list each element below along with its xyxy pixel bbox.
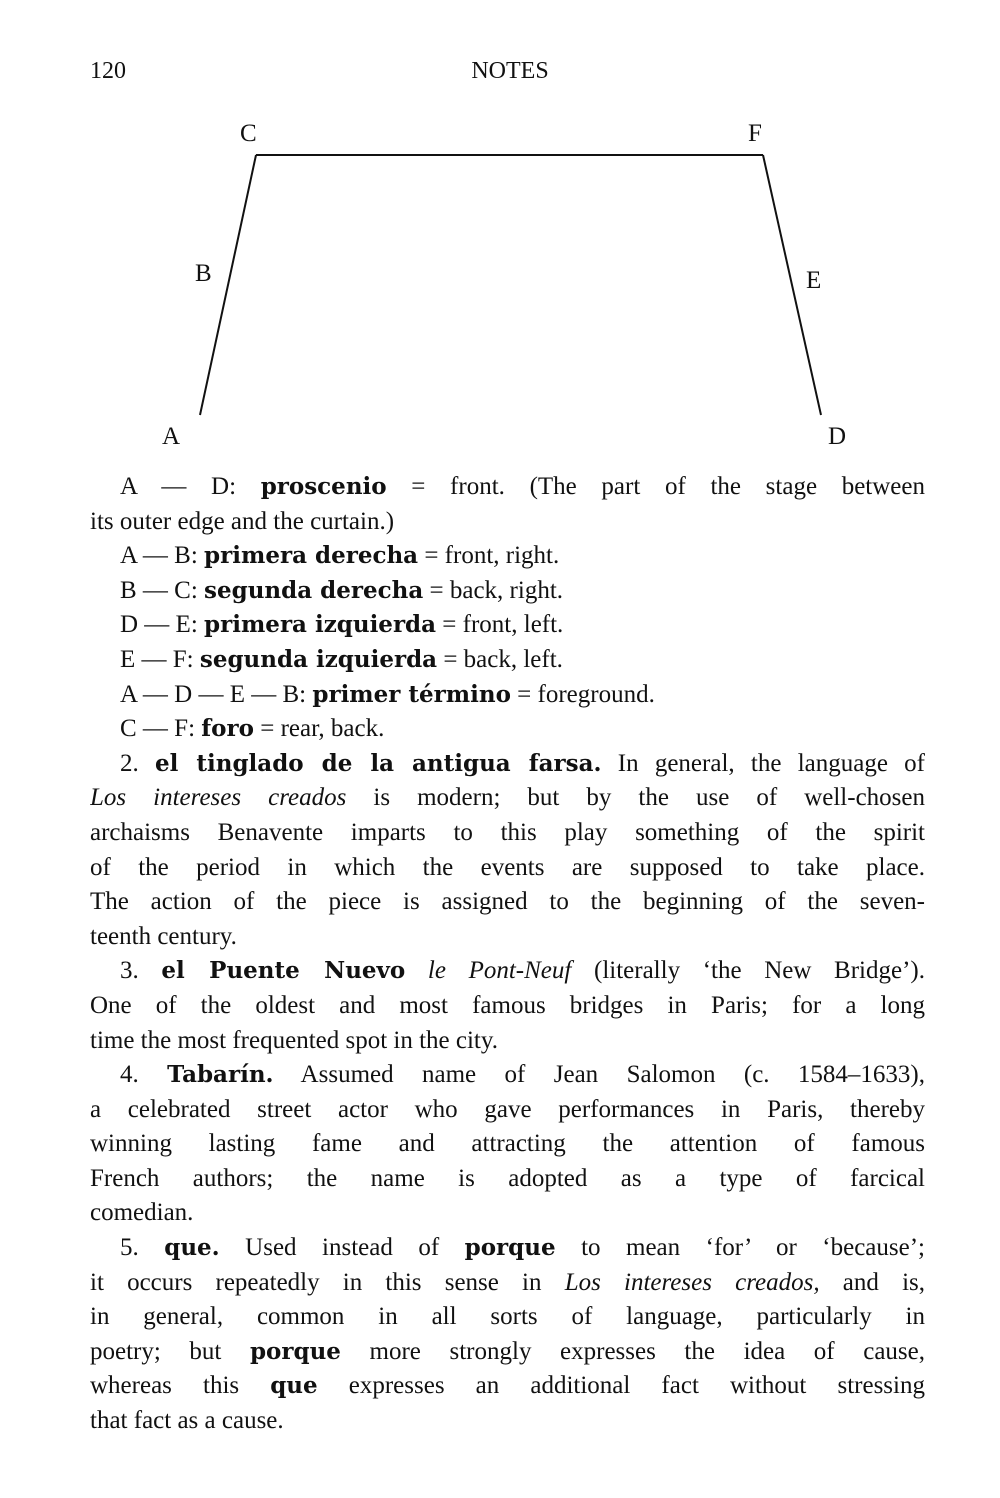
bold-term: primer término xyxy=(312,680,511,708)
bold-term: primera izquierda xyxy=(204,611,437,639)
text-line xyxy=(90,747,925,782)
text-line xyxy=(90,954,925,989)
bold-term: segunda izquierda xyxy=(199,645,438,673)
text-segment: Used instead of xyxy=(219,1234,465,1262)
text-segment: to mean ‘for’ or ‘because’; xyxy=(555,1234,925,1262)
bold-term: primera derecha xyxy=(204,542,419,570)
text-line xyxy=(90,678,925,713)
text-segment: poetry; but xyxy=(90,1337,250,1365)
text-line xyxy=(90,505,925,540)
text-line xyxy=(90,1058,925,1093)
text-segment: time the most frequented spot in the city. xyxy=(90,1026,499,1054)
bold-term: foro xyxy=(201,715,254,743)
text-line xyxy=(90,1196,925,1231)
bold-term: segunda derecha xyxy=(204,576,424,604)
text-segment: = front, right. xyxy=(418,542,560,570)
text-segment: A — D: xyxy=(120,473,261,500)
text-line xyxy=(90,1266,925,1301)
text-line xyxy=(90,643,925,678)
text-segment: more strongly expresses the idea of cause, xyxy=(340,1337,925,1365)
running-head: NOTES xyxy=(471,58,549,84)
bold-term: Tabarín. xyxy=(167,1061,274,1089)
text-line xyxy=(90,1335,925,1370)
label-a: A xyxy=(162,423,181,450)
text-segment: its outer edge and the curtain.) xyxy=(90,507,395,535)
bold-term: el Puente Nuevo xyxy=(161,957,406,985)
text-segment: is modern; but by the use of well-chosen xyxy=(346,784,925,812)
text-line xyxy=(90,539,925,574)
text-line xyxy=(90,851,925,886)
text-segment: A — B: xyxy=(120,542,205,570)
bold-term: el tinglado de la antigua farsa. xyxy=(155,749,602,777)
bold-term: porque xyxy=(249,1337,341,1365)
text-line xyxy=(90,885,925,920)
text-segment: of the period in which the events are supposed to take place. xyxy=(90,853,925,881)
text-segment: and is, xyxy=(819,1268,925,1296)
label-b: B xyxy=(195,260,212,287)
bold-term: que xyxy=(270,1372,318,1400)
text-line xyxy=(90,1024,925,1059)
text-segment: archaisms Benavente imparts to this play something of the spirit xyxy=(90,818,925,846)
bold-term: proscenio xyxy=(260,473,387,500)
label-d: D xyxy=(828,423,847,450)
text-segment: 4. xyxy=(120,1061,168,1089)
text-line xyxy=(90,712,925,747)
text-segment: = back, right. xyxy=(423,576,564,604)
text-line xyxy=(90,1369,925,1404)
text-line xyxy=(90,608,925,643)
text-line xyxy=(90,1231,925,1266)
text-line xyxy=(90,1162,925,1197)
text-segment: Assumed name of Jean Salomon (c. 1584–1633), xyxy=(273,1061,925,1089)
text-segment: = front, left. xyxy=(436,611,564,639)
text-segment: A — D — E — B: xyxy=(120,680,313,708)
text-line xyxy=(90,574,925,609)
italic-title: Los intereses creados, xyxy=(564,1268,820,1296)
label-c: C xyxy=(240,120,257,147)
text-segment: 2. xyxy=(120,749,156,777)
text-segment: a celebrated street actor who gave performances in Paris, thereby xyxy=(90,1095,925,1123)
stage-diagram xyxy=(0,0,1000,460)
page-number: 120 xyxy=(90,58,126,84)
text-segment: teenth century. xyxy=(90,922,237,950)
text-segment: in general, common in all sorts of language, particularly in xyxy=(90,1303,925,1331)
text-line xyxy=(90,1404,925,1439)
text-line xyxy=(90,1300,925,1335)
text-segment: 5. xyxy=(120,1234,165,1262)
text-line xyxy=(90,470,925,505)
italic-title: Los intereses creados xyxy=(90,784,347,812)
text-segment: (literally ‘the New Bridge’). xyxy=(571,957,925,985)
bold-term: porque xyxy=(464,1234,556,1262)
label-f: F xyxy=(748,120,762,147)
text-segment: B — C: xyxy=(120,576,205,604)
bold-term: que. xyxy=(164,1234,220,1262)
text-line xyxy=(90,781,925,816)
text-segment: In general, the language of xyxy=(601,749,925,777)
text-line xyxy=(90,989,925,1024)
notes-text xyxy=(90,470,925,1439)
text-segment: expresses an additional fact without stressing xyxy=(317,1372,925,1400)
text-segment: D — E: xyxy=(120,611,205,639)
text-line xyxy=(90,816,925,851)
text-segment: whereas this xyxy=(90,1372,271,1400)
text-segment: = front. (The part of the stage between xyxy=(386,473,925,500)
text-line xyxy=(90,1127,925,1162)
text-segment: it occurs repeatedly in this sense in xyxy=(90,1268,565,1296)
text-segment: = rear, back. xyxy=(253,715,385,743)
text-segment: 3. xyxy=(120,957,162,985)
text-segment: = foreground. xyxy=(510,680,655,708)
label-e: E xyxy=(806,267,822,294)
text-line xyxy=(90,920,925,955)
text-segment: French authors; the name is adopted as a type of farcical xyxy=(90,1164,925,1192)
text-segment: One of the oldest and most famous bridges in Paris; for a long xyxy=(90,991,925,1019)
text-segment: The action of the piece is assigned to the beginning of the seven- xyxy=(90,888,925,916)
text-segment: C — F: xyxy=(120,715,202,743)
text-segment xyxy=(405,957,428,984)
text-segment: E — F: xyxy=(120,645,200,673)
italic-title: le Pont-Neuf xyxy=(427,957,572,985)
text-segment: comedian. xyxy=(90,1199,194,1227)
text-segment: winning lasting fame and attracting the attention of famous xyxy=(90,1130,925,1158)
text-segment: = back, left. xyxy=(437,645,563,673)
text-segment: that fact as a cause. xyxy=(90,1407,284,1435)
text-line xyxy=(90,1093,925,1128)
